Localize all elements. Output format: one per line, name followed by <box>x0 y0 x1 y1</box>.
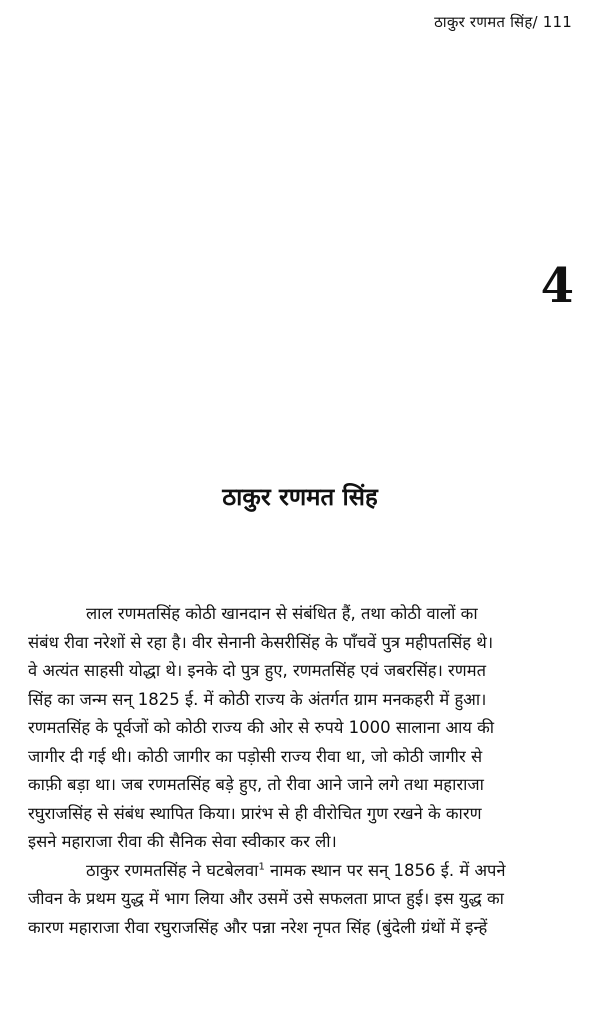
text-line: इसने महाराजा रीवा की सैनिक सेवा स्वीकार कर ली। <box>28 832 337 851</box>
text-line <box>28 857 572 886</box>
text-line: काफ़ी बड़ा था। जब रणमतसिंह बड़े हुए, तो रीवा आने जाने लगे तथा महाराजा <box>28 775 484 794</box>
text-line: जीवन के प्रथम युद्ध में भाग लिया और उसमें उसे सफलता प्राप्त हुई। इस युद्ध का <box>28 889 504 908</box>
chapter-title: ठाकुर रणमत सिंह <box>222 483 378 511</box>
chapter-number: 4 <box>540 258 574 314</box>
footnote-marker: 1 <box>258 861 265 872</box>
text-line: रणमतसिंह के पूर्वजों को कोठी राज्य की ओर से रुपये 1000 सालाना आय की <box>28 718 495 737</box>
text-line: कारण महाराजा रीवा रघुराजसिंह और पन्ना नरेश नृपत सिंह (बुंदेली ग्रंथों में इन्हें <box>28 917 488 937</box>
text-line: जागीर दी गई थी। कोठी जागीर का पड़ोसी राज्य रीवा था, जो कोठी जागीर से <box>28 746 483 766</box>
text-segment: नामक स्थान पर सन् 1856 ई. में अपने <box>264 860 506 880</box>
text-line: वे अत्यंत साहसी योद्धा थे। इनके दो पुत्र हुए, रणमतसिंह एवं जबरसिंह। रणमत <box>28 661 487 680</box>
body-text <box>28 600 572 942</box>
text-line: सिंह का जन्म सन् 1825 ई. में कोठी राज्य के अंतर्गत ग्राम मनकहरी में हुआ। <box>28 689 487 709</box>
text-line: रघुराजसिंह से संबंध स्थापित किया। प्रारंभ से ही वीरोचित गुण रखने के कारण <box>28 803 482 823</box>
running-header: ठाकुर रणमत सिंह/ 111 <box>434 13 572 31</box>
text-line: संबंध रीवा नरेशों से रहा है। वीर सेनानी केसरीसिंह के पाँचवें पुत्र महीपतसिंह थे। <box>28 632 494 652</box>
text-line: लाल रणमतसिंह कोठी खानदान से संबंधित हैं, तथा कोठी वालों का <box>86 604 478 623</box>
text-segment: ठाकुर रणमतसिंह ने घटबेलवा <box>86 860 259 880</box>
